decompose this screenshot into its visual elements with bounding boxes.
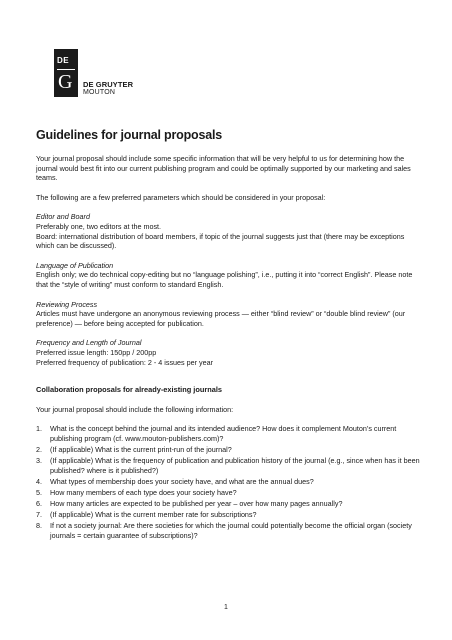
params-intro: The following are a few preferred parameters which should be considered in your proposal: [36, 192, 326, 202]
question-list [36, 424, 420, 540]
section-line: English only; we do technical copy-editing but no “language polishing”, i.e., putting it into “correct English”. Please note that the “style of writing” must conform to standard English. [36, 270, 413, 289]
list-item [36, 456, 420, 475]
list-item [36, 477, 420, 487]
section-reviewing [36, 300, 420, 329]
intro-paragraph: Your journal proposal should include some specific information that will be very helpful to us for determining how the journal would best fit into our current publishing program and could be optimally supported by our marketing and sales teams. [36, 154, 411, 183]
list-number: 4. [36, 476, 42, 486]
section-heading: Frequency and Length of Journal [36, 338, 142, 348]
list-text: (If applicable) What is the current print-run of the journal? [50, 444, 232, 454]
logo-divider [57, 69, 75, 70]
section-line: Preferably one, two editors at the most. [36, 221, 162, 231]
list-text: What is the concept behind the journal and its intended audience? How does it complement Mouton’s current publishing program (cf. www.mouton-publishers.com)? [50, 424, 397, 443]
section-language [36, 261, 420, 290]
list-item [36, 424, 420, 443]
section-line: Preferred frequency of publication: 2 - 4 issues per year [36, 357, 213, 367]
document-body [36, 128, 420, 542]
list-text: If not a society journal: Are there societies for which the journal could potentially become the official organ (society journals = certain guarantee of subscriptions)? [50, 521, 412, 540]
list-text: What types of membership does your society have, and what are the annual dues? [50, 476, 314, 486]
section-line: Preferred issue length: 150pp / 200pp [36, 347, 157, 357]
list-number: 1. [36, 424, 42, 434]
logo-mark [54, 49, 78, 97]
collab-heading: Collaboration proposals for already-existing journals [36, 385, 223, 395]
logo-mark-g: G [58, 71, 73, 93]
list-item [36, 521, 420, 540]
list-number: 7. [36, 510, 42, 520]
list-text: (If applicable) What is the frequency of publication and publication history of the journal (e.g., since when has it been published? where is it published?) [50, 456, 420, 475]
list-number: 6. [36, 498, 42, 508]
list-number: 8. [36, 521, 42, 531]
section-line: Articles must have undergone an anonymous reviewing process — either “blind review” or “double blind review” (our preference) — before being accepted for publication. [36, 309, 406, 328]
list-number: 5. [36, 487, 42, 497]
page-number: 1 [224, 604, 228, 611]
section-frequency [36, 338, 420, 367]
section-editor-board [36, 212, 420, 250]
logo-name: DE GRUYTER [83, 80, 134, 89]
logo-mark-de: DE [57, 56, 70, 65]
logo-sub: MOUTON [83, 89, 116, 96]
list-text: (If applicable) What is the current member rate for subscriptions? [50, 510, 257, 520]
collab-intro: Your journal proposal should include the following information: [36, 404, 234, 414]
list-item [36, 499, 420, 509]
list-text: How many members of each type does your society have? [50, 487, 237, 497]
section-heading: Reviewing Process [36, 299, 98, 309]
logo-wordmark [83, 81, 133, 97]
section-heading: Editor and Board [36, 212, 90, 222]
publisher-logo [54, 49, 133, 97]
list-number: 3. [36, 456, 42, 466]
list-item [36, 510, 420, 520]
page-title: Guidelines for journal proposals [36, 128, 222, 142]
list-item [36, 488, 420, 498]
list-number: 2. [36, 444, 42, 454]
section-heading: Language of Publication [36, 260, 114, 270]
section-line: Board: international distribution of board members, if topic of the journal suggests just that (there may be exceptions which can be discussed). [36, 231, 405, 251]
list-text: How many articles are expected to be published per year – over how many pages annually? [50, 498, 343, 508]
list-item [36, 445, 420, 455]
